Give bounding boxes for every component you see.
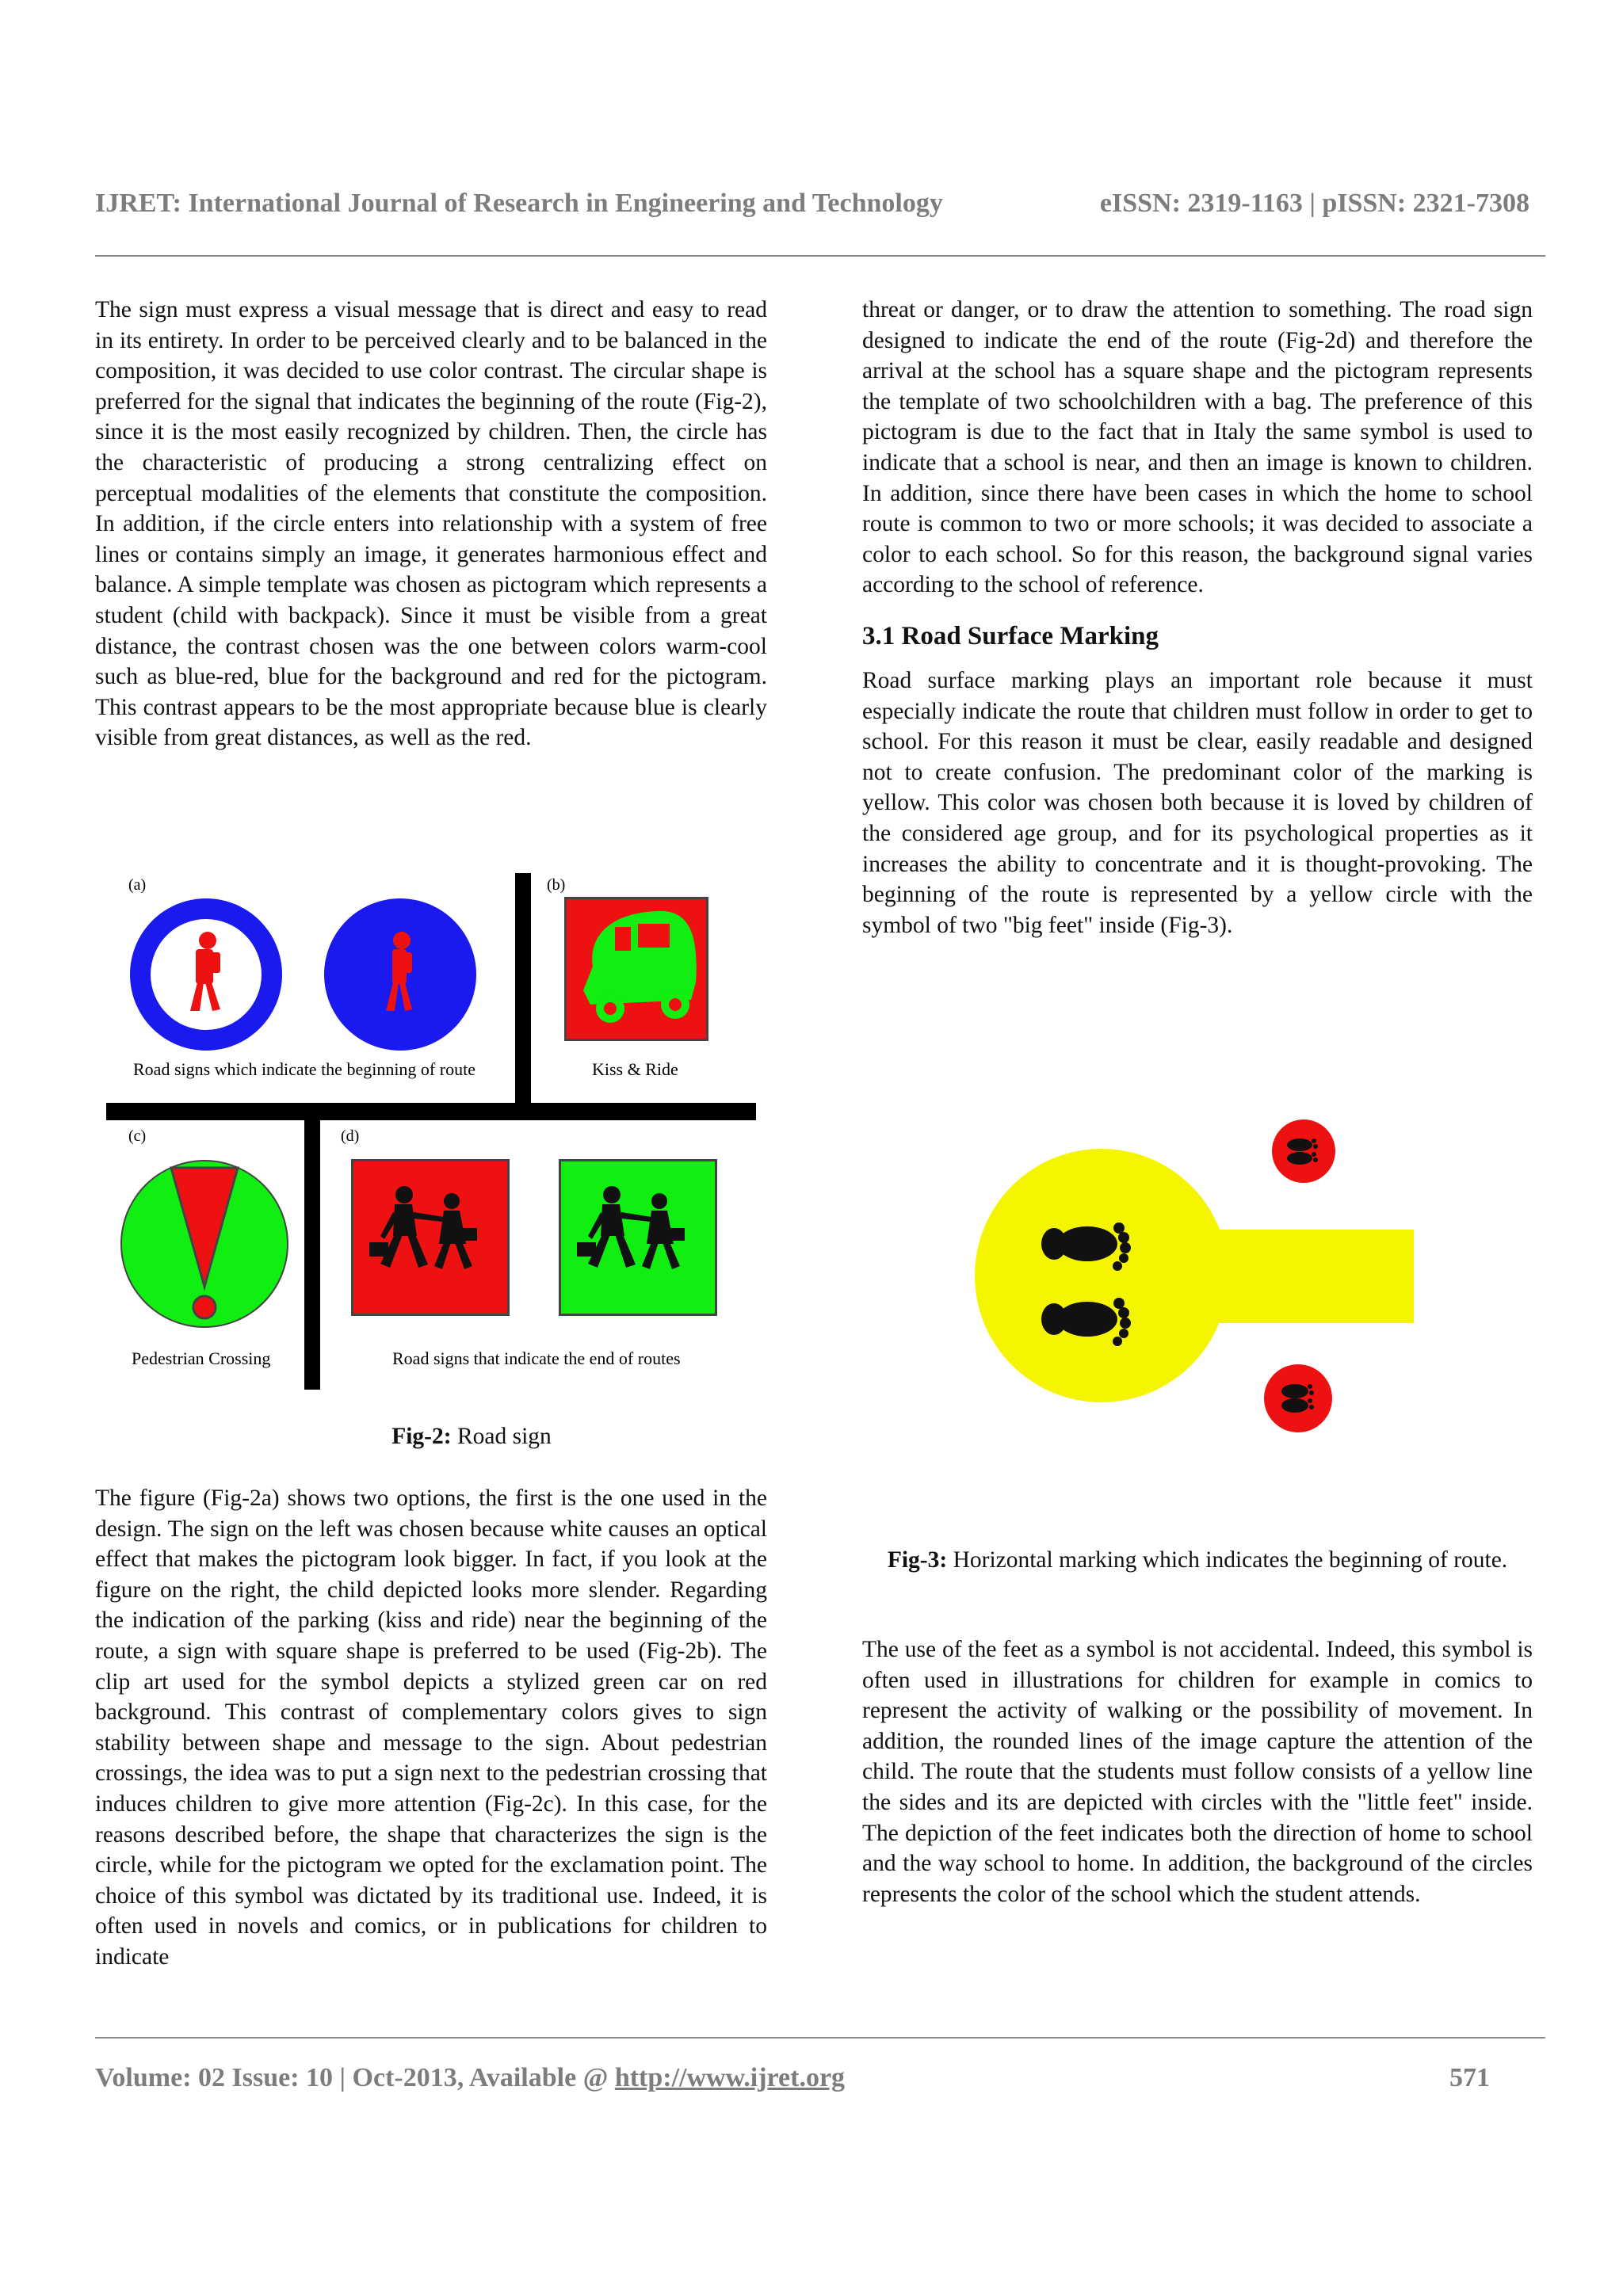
fig2-divider-horizontal	[106, 1103, 756, 1120]
fig2-label-c: (c)	[128, 1127, 147, 1145]
volume-info	[95, 2063, 845, 2093]
sign-start-route-blue	[324, 898, 476, 1051]
left-column-paragraph-2	[95, 1483, 767, 1973]
fig3-horizontal-marking	[967, 1117, 1442, 1450]
sign-kiss-and-ride	[564, 897, 708, 1041]
fig2-divider-vertical-bottom	[304, 1112, 320, 1390]
fig2-caption-a: Road signs which indicate the beginning of route	[133, 1059, 475, 1079]
left-column-paragraph-1	[95, 295, 767, 753]
paragraph-end-route: threat or danger, or to draw the attention to something. The road sign designed to indicate the end of the route (Fig-2d) and therefore the arrival at the school has a square shape and the pictogram represents the template of two schoolchildren with a bag. The preference of this pictogram is due to the fact that in Italy the same symbol is used to indicate that a school is near, and then an image is known to children. In addition, since there have been cases in which the home to school route is common to two or more schools; it was decided to associate a color to each school. So for this reason, the background signal varies according to the school of reference.	[862, 297, 1533, 598]
fig2-divider-vertical-top	[515, 873, 531, 1111]
section-heading: 3.1 Road Surface Marking	[862, 621, 1159, 650]
fig2-caption-label: Fig-2:	[391, 1424, 452, 1449]
issn-info: eISSN: 2319-1163 | pISSN: 2321-7308	[1099, 189, 1529, 218]
header-rule	[95, 255, 1545, 257]
right-column-block-2	[862, 1634, 1533, 1909]
fig2-caption-b: Kiss & Ride	[592, 1059, 678, 1079]
fig2-label-d: (d)	[341, 1127, 360, 1145]
yellow-start-circle	[975, 1149, 1228, 1402]
fig2-road-signs	[103, 864, 769, 1402]
fig2-label-b: (b)	[547, 876, 566, 894]
right-column-block-1	[862, 295, 1533, 940]
fig2-caption-text: Road sign	[451, 1424, 552, 1449]
page-number: 571	[1449, 2063, 1490, 2092]
fig3-caption-text: Horizontal marking which indicates the beginning of route.	[947, 1547, 1508, 1573]
journal-title: IJRET: International Journal of Research in Engineering and Technology	[95, 189, 943, 218]
paragraph-feet-symbol: The use of the feet as a symbol is not accidental. Indeed, this symbol is often used in illustrations for children for example in comics to represent the activity of walking or the possibility of movement. In addition, the rounded lines of the image capture the attention of the child. The route that the students must follow consists of a yellow line the sides and its are depicted with circles with the "little feet" inside. The depiction of the feet indicates both the direction of home to school and the way school to home. In addition, the background of the circles represents the color of the school which the student attends.	[862, 1637, 1533, 1907]
paragraph-fig2-discussion: The figure (Fig-2a) shows two options, the first is the one used in the design. The sign on the left was chosen because white causes an optical effect that makes the pictogram look bigger. In fact, if you look at the figure on the right, the child depicted looks more slender. Regarding the indication of the parking (kiss and ride) near the beginning of the route, a sign with square shape is preferred to be used (Fig-2b). The clip art used for the symbol depicts a stylized green car on red background. This contrast of complementary colors gives to sign stability between shape and message to the sign. About pedestrian crossings, the idea was to put a sign next to the pedestrian crossing that induces children to give more attention (Fig-2c). In this case, for the reasons described before, the shape that characterizes the sign is the circle, while for the pictogram we opted for the exclamation point. The choice of this symbol was dictated by its traditional use. Indeed, it is often used in novels and comics, or in publications for children to indicate	[95, 1486, 767, 1970]
fig2-caption-c: Pedestrian Crossing	[132, 1348, 271, 1368]
paragraph-road-marking: Road surface marking plays an important role because it must especially indicate the route that children must follow in order to get to school. For this reason it must be clear, easily readable and designed not to create confusion. The predominant color of the marking is yellow. This color was chosen both because it is loved by children of the considered age group, and for its psychological properties as it increases the ability to concentrate and it is thought-provoking. The beginning of the route is represented by a yellow circle with the symbol of two "big feet" inside (Fig-3).	[862, 667, 1533, 938]
fig2-caption	[95, 1421, 848, 1452]
journal-url-link[interactable]: http://www.ijret.org	[614, 2063, 846, 2092]
volume-text: Volume: 02 Issue: 10 | Oct-2013, Available @	[95, 2063, 615, 2092]
footer-rule	[95, 2037, 1545, 2039]
sign-start-route-white	[130, 898, 282, 1051]
paragraph-sign-design: The sign must express a visual message that is direct and easy to read in its entirety. In order to be perceived clearly and to be balanced in the composition, it was decided to use color contrast. The circular shape is preferred for the signal that indicates the beginning of the route (Fig-2), since it is the most easily recognized by children. Then, the circle has the characteristic of producing a strong centralizing effect on perceptual modalities of the elements that constitute the composition. In addition, if the circle enters into relationship with a system of free lines or contains simply an image, it generates harmonious effect and balance. A simple template was chosen as pictogram which represents a student (child with backpack). Since it must be visible from a great distance, the contrast chosen was the one between colors warm-cool such as blue-red, blue for the background and red for the pictogram. This contrast appears to be the most appropriate because blue is clearly visible from great distances, as well as the red.	[95, 297, 767, 751]
fig2-caption-d: Road signs that indicate the end of routes	[392, 1348, 681, 1368]
sign-end-route-red	[351, 1159, 510, 1316]
little-feet-circle-top	[1272, 1119, 1335, 1183]
little-feet-circle-bottom	[1264, 1364, 1332, 1432]
sign-pedestrian-crossing	[120, 1160, 288, 1328]
sign-end-route-green	[559, 1159, 717, 1316]
yellow-route-line	[1205, 1230, 1414, 1323]
fig2-label-a: (a)	[128, 876, 147, 894]
fig3-caption	[862, 1545, 1533, 1576]
fig3-caption-label: Fig-3:	[887, 1547, 948, 1573]
